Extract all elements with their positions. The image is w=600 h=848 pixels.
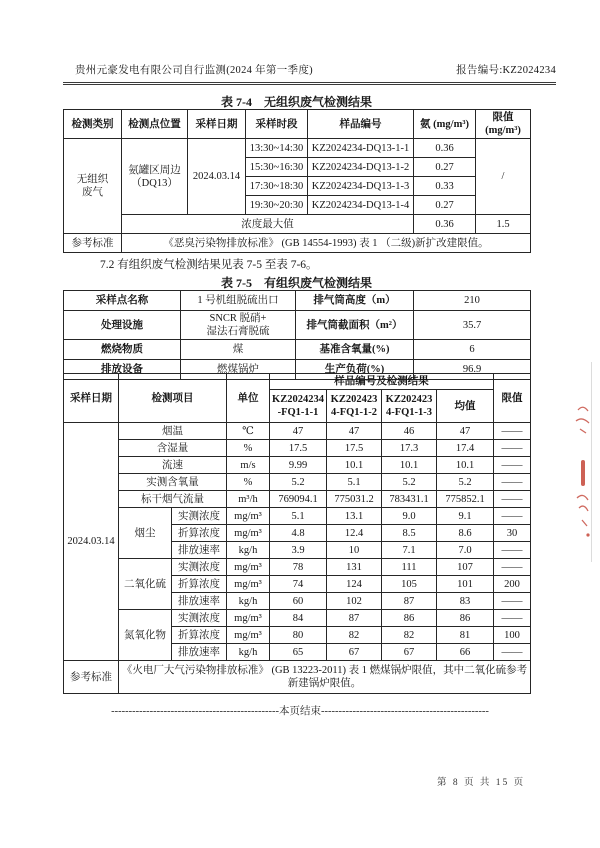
value-cell: 783431.1: [382, 491, 437, 508]
table-7-5-title: 表 7-5 有组织废气检测结果: [221, 276, 372, 290]
unit-cell: kg/h: [227, 542, 270, 559]
sample-id-header: KZ2024234-FQ1-1-2: [327, 390, 382, 423]
table-row: [64, 661, 531, 694]
unit-cell: kg/h: [227, 644, 270, 661]
value-cell: 87: [382, 593, 437, 610]
limit-cell: 30: [494, 525, 531, 542]
category-line: 无组织: [76, 174, 109, 186]
value-cell: 74: [270, 576, 327, 593]
value-cell: 8.6: [437, 525, 494, 542]
reference-label: 参考标准: [64, 661, 119, 694]
value-cell: 66: [437, 644, 494, 661]
row-label: 处理设施: [64, 311, 181, 340]
value-cell: 769094.1: [270, 491, 327, 508]
value-cell: 46: [382, 423, 437, 440]
category-line: 废气: [82, 187, 103, 199]
value-cell: 86: [382, 610, 437, 627]
limit-cell: ——: [494, 644, 531, 661]
value-cell: 83: [437, 593, 494, 610]
value-cell: 5.1: [327, 474, 382, 491]
table-7-4: [63, 109, 531, 253]
value-cell: 82: [382, 627, 437, 644]
value-cell: 5.2: [382, 474, 437, 491]
value-cell: 101: [437, 576, 494, 593]
item-cell: 含湿量: [119, 440, 227, 457]
table-cell: 0.33: [414, 177, 476, 196]
item-cell: 排放速率: [172, 542, 227, 559]
table-cell: 燃煤锅炉: [181, 360, 296, 380]
value-cell: 80: [270, 627, 327, 644]
table-cell: 96.9: [414, 360, 531, 380]
table-row: [64, 474, 531, 491]
sample-id-header: KZ2024234-FQ1-1-1: [270, 390, 327, 423]
max-concentration-limit: 1.5: [476, 215, 531, 234]
value-cell: 775852.1: [437, 491, 494, 508]
table-row: [64, 559, 531, 576]
item-cell: 排放速率: [172, 593, 227, 610]
page-number: 第 8 页 共 15 页: [437, 778, 526, 788]
unit-cell: %: [227, 440, 270, 457]
value-cell: 17.5: [270, 440, 327, 457]
header-report-number: 报告编号:KZ2024234: [456, 65, 556, 76]
value-cell: 67: [327, 644, 382, 661]
table-cell: 0.27: [414, 158, 476, 177]
limit-cell: ——: [494, 508, 531, 525]
table-row: [64, 215, 531, 234]
row-label: 排放设备: [64, 360, 181, 380]
table-cell: KZ2024234-DQ13-1-2: [308, 158, 414, 177]
unit-cell: m³/h: [227, 491, 270, 508]
end-dashes-left: ------------------------------------------------: [111, 706, 279, 717]
limit-cell: ——: [494, 559, 531, 576]
pollutant-name-cell: 二氧化硫: [119, 559, 172, 610]
column-header: 样品编号: [308, 110, 414, 139]
value-cell: 9.0: [382, 508, 437, 525]
row-label: 燃烧物质: [64, 340, 181, 360]
table-row: [64, 340, 531, 360]
item-cell: 实测浓度: [172, 559, 227, 576]
value-cell: 3.9: [270, 542, 327, 559]
value-cell: 107: [437, 559, 494, 576]
table-cell: 13:30~14:30: [246, 139, 308, 158]
table-row: [64, 508, 531, 525]
table-7-4-title: 表 7-4 无组织废气检测结果: [221, 95, 372, 109]
average-header: 均值: [437, 390, 494, 423]
date-cell: 2024.03.14: [188, 139, 246, 215]
column-header: 检测点位置: [122, 110, 188, 139]
limit-cell: ——: [494, 610, 531, 627]
limit-cell: 200: [494, 576, 531, 593]
unit-cell: mg/m³: [227, 627, 270, 644]
limit-cell: 100: [494, 627, 531, 644]
column-header: 检测类别: [64, 110, 122, 139]
value-cell: 10.1: [437, 457, 494, 474]
table-cell: 210: [414, 291, 531, 311]
value-cell: 47: [327, 423, 382, 440]
unit-cell: mg/m³: [227, 525, 270, 542]
table-row: [64, 457, 531, 474]
unit-cell: ℃: [227, 423, 270, 440]
unit-cell: %: [227, 474, 270, 491]
item-cell: 排放速率: [172, 644, 227, 661]
table-cell: 1 号机组脱硫出口: [181, 291, 296, 311]
value-cell: 13.1: [327, 508, 382, 525]
row-label: 采样点名称: [64, 291, 181, 311]
end-label: 本页结束: [279, 706, 321, 717]
location-line: （DQ13）: [131, 177, 178, 189]
column-header: 采样日期: [64, 374, 119, 423]
item-cell: 标干烟气流量: [119, 491, 227, 508]
limit-cell: ——: [494, 542, 531, 559]
table-row: [64, 291, 531, 311]
value-cell: 84: [270, 610, 327, 627]
value-cell: 4.8: [270, 525, 327, 542]
value-cell: 9.99: [270, 457, 327, 474]
item-cell: 流速: [119, 457, 227, 474]
column-header: 样品编号及检测结果: [270, 374, 494, 390]
value-cell: 10.1: [327, 457, 382, 474]
table-row: [64, 440, 531, 457]
limit-cell: ——: [494, 440, 531, 457]
table-7-5-info: [63, 290, 531, 380]
value-cell: 131: [327, 559, 382, 576]
unit-cell: mg/m³: [227, 576, 270, 593]
seal-stamp-fragment: [571, 402, 593, 547]
table-cell: 17:30~18:30: [246, 177, 308, 196]
limit-cell: ——: [494, 491, 531, 508]
table-cell: 煤: [181, 340, 296, 360]
end-dashes-right: ------------------------------------------------: [321, 706, 489, 717]
max-concentration-value: 0.36: [414, 215, 476, 234]
value-cell: 5.1: [270, 508, 327, 525]
treatment-line: 湿法石膏脱硫: [206, 326, 270, 338]
value-cell: 67: [382, 644, 437, 661]
row-label: 基准含氧量(%): [296, 340, 414, 360]
unit-cell: mg/m³: [227, 559, 270, 576]
limit-header-line1: 限值: [492, 112, 514, 123]
row-label: 生产负荷(%): [296, 360, 414, 380]
value-cell: 105: [382, 576, 437, 593]
limit-cell: /: [476, 139, 531, 215]
reference-text: 《恶臭污染物排放标准》 (GB 14554-1993) 表 1 （二级)新扩改建限值。: [122, 234, 531, 253]
location-cell: [122, 139, 188, 215]
limit-cell: ——: [494, 457, 531, 474]
item-cell: 实测含氧量: [119, 474, 227, 491]
value-cell: 81: [437, 627, 494, 644]
section-heading: 7.2 有组织废气检测结果见表 7-5 至表 7-6。: [100, 259, 318, 271]
category-cell: [64, 139, 122, 234]
item-cell: 折算浓度: [172, 576, 227, 593]
seal-icon: [571, 402, 593, 542]
table-row: [64, 610, 531, 627]
item-cell: 烟温: [119, 423, 227, 440]
column-header: 单位: [227, 374, 270, 423]
table-cell: 35.7: [414, 311, 531, 340]
table-cell: 0.27: [414, 196, 476, 215]
value-cell: 82: [327, 627, 382, 644]
table-cell: 0.36: [414, 139, 476, 158]
page-end-marker: [0, 703, 600, 718]
table-row: [64, 110, 531, 139]
header-company-title: 贵州元豪发电有限公司自行监测(2024 年第一季度): [75, 65, 313, 76]
row-label: 排气筒高度（m）: [296, 291, 414, 311]
value-cell: 7.1: [382, 542, 437, 559]
value-cell: 102: [327, 593, 382, 610]
value-cell: 111: [382, 559, 437, 576]
value-cell: 5.2: [270, 474, 327, 491]
item-cell: 折算浓度: [172, 627, 227, 644]
limit-cell: ——: [494, 593, 531, 610]
table-cell: 19:30~20:30: [246, 196, 308, 215]
treatment-line: SNCR 脱硝+: [209, 313, 267, 324]
unit-cell: mg/m³: [227, 610, 270, 627]
column-header: 采样时段: [246, 110, 308, 139]
limit-cell: ——: [494, 474, 531, 491]
table-cell: KZ2024234-DQ13-1-1: [308, 139, 414, 158]
sample-id-header: KZ2024234-FQ1-1-3: [382, 390, 437, 423]
value-cell: 65: [270, 644, 327, 661]
value-cell: 12.4: [327, 525, 382, 542]
pollutant-name-cell: 氮氧化物: [119, 610, 172, 661]
location-line: 氨罐区周边: [128, 164, 181, 176]
table-row: [64, 374, 531, 390]
value-cell: 7.0: [437, 542, 494, 559]
pollutant-name-cell: 烟尘: [119, 508, 172, 559]
value-cell: 47: [270, 423, 327, 440]
table-row: [64, 311, 531, 340]
table-cell: KZ2024234-DQ13-1-4: [308, 196, 414, 215]
value-cell: 775031.2: [327, 491, 382, 508]
item-cell: 实测浓度: [172, 508, 227, 525]
value-cell: 47: [437, 423, 494, 440]
table-cell: KZ2024234-DQ13-1-3: [308, 177, 414, 196]
table-row: [64, 139, 531, 158]
value-cell: 78: [270, 559, 327, 576]
column-header: [476, 110, 531, 139]
reference-label: 参考标准: [64, 234, 122, 253]
page-header: [63, 62, 556, 85]
value-cell: 17.4: [437, 440, 494, 457]
item-cell: 折算浓度: [172, 525, 227, 542]
row-label: 排气筒截面积（m²）: [296, 311, 414, 340]
table-row: [64, 423, 531, 440]
column-header: 采样日期: [188, 110, 246, 139]
date-cell: 2024.03.14: [64, 423, 119, 661]
value-cell: 10: [327, 542, 382, 559]
table-row: [64, 491, 531, 508]
unit-cell: kg/h: [227, 593, 270, 610]
value-cell: 10.1: [382, 457, 437, 474]
table-cell: [181, 311, 296, 340]
value-cell: 8.5: [382, 525, 437, 542]
column-header: 检测项目: [119, 374, 227, 423]
column-header: 限值: [494, 374, 531, 423]
unit-cell: m/s: [227, 457, 270, 474]
reference-text: 《火电厂大气污染物排放标准》 (GB 13223-2011) 表 1 燃煤锅炉限值，其中二氧化硫参考新建锅炉限值。: [119, 661, 531, 694]
value-cell: 17.5: [327, 440, 382, 457]
value-cell: 17.3: [382, 440, 437, 457]
column-header: 氨 (mg/m³): [414, 110, 476, 139]
value-cell: 5.2: [437, 474, 494, 491]
table-cell: 6: [414, 340, 531, 360]
item-cell: 实测浓度: [172, 610, 227, 627]
value-cell: 124: [327, 576, 382, 593]
value-cell: 86: [437, 610, 494, 627]
unit-cell: mg/m³: [227, 508, 270, 525]
max-concentration-label: 浓度最大值: [122, 215, 414, 234]
value-cell: 60: [270, 593, 327, 610]
table-row: [64, 234, 531, 253]
table-7-5-results: [63, 373, 531, 694]
table-cell: 15:30~16:30: [246, 158, 308, 177]
limit-header-line2: (mg/m³): [485, 125, 521, 137]
value-cell: 9.1: [437, 508, 494, 525]
value-cell: 87: [327, 610, 382, 627]
limit-cell: ——: [494, 423, 531, 440]
